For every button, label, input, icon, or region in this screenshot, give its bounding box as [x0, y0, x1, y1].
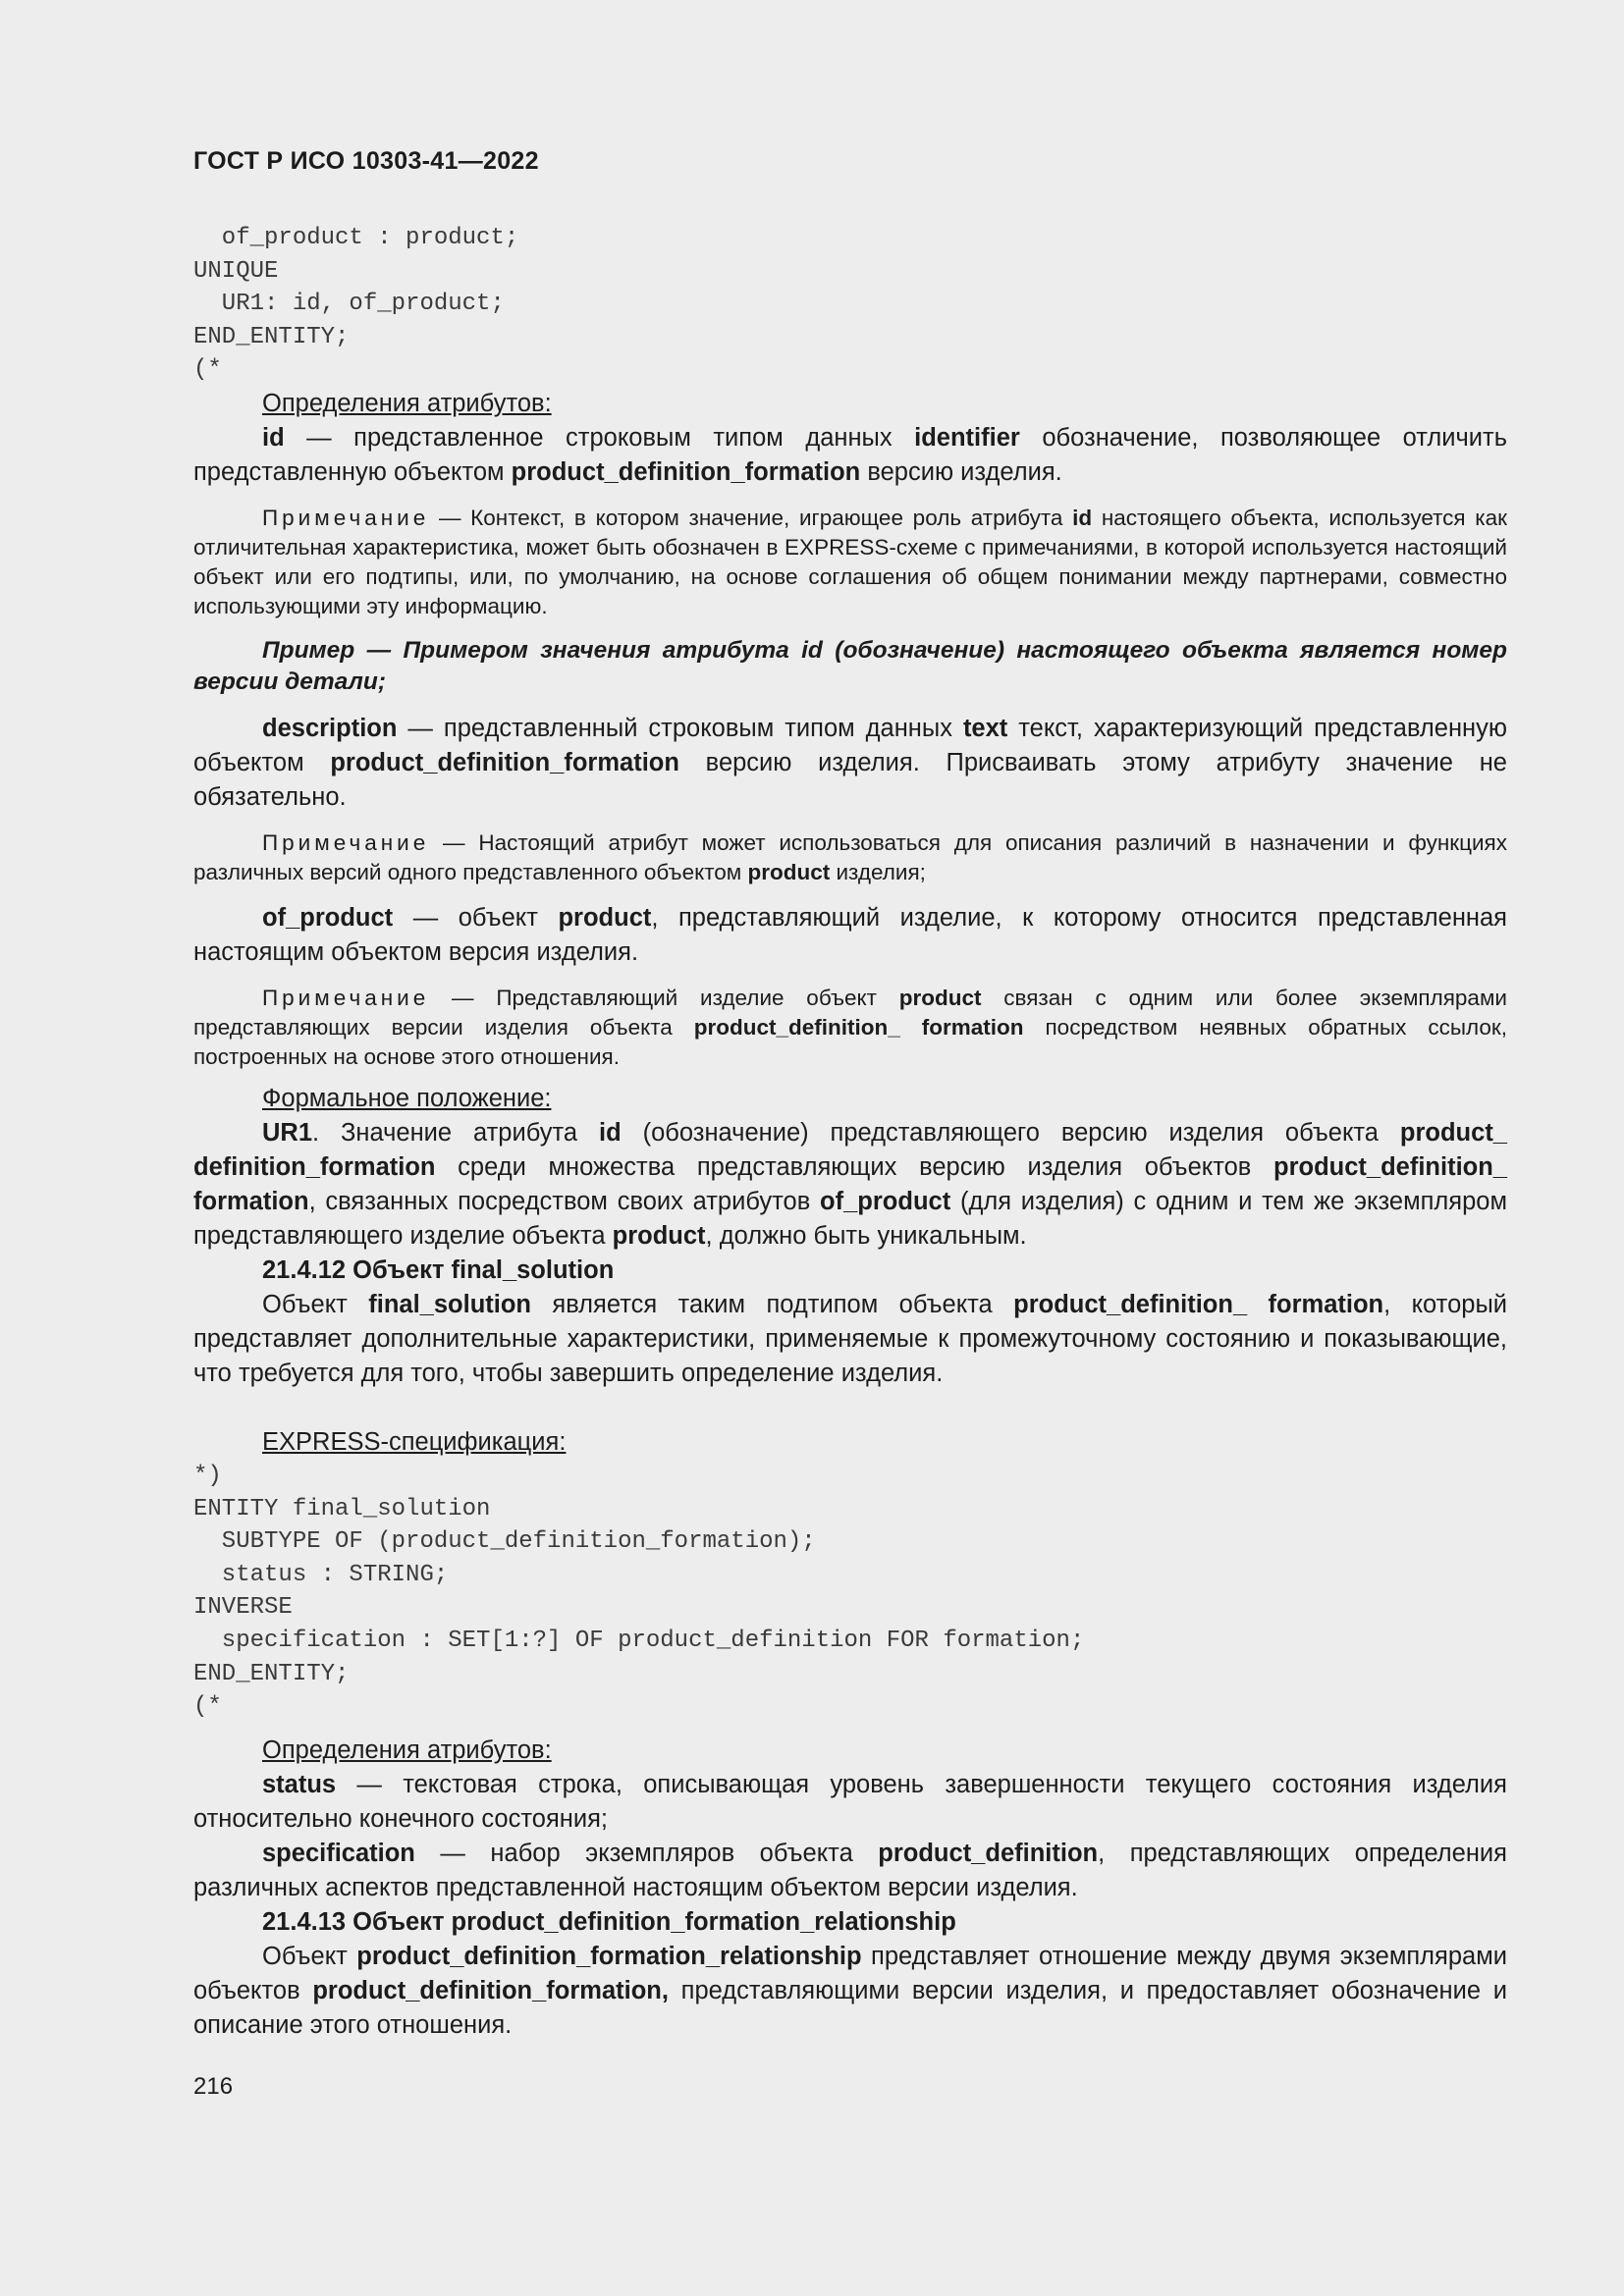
- text: текст, характеризующий представленную объектом: [193, 714, 1508, 776]
- term: product_definition: [878, 1839, 1099, 1867]
- text: версию изделия.: [860, 457, 1062, 486]
- term: final_solution: [368, 1290, 531, 1318]
- term: of_product: [262, 903, 394, 932]
- term: id: [262, 423, 285, 452]
- term: specification: [262, 1839, 415, 1867]
- text: — представленный строковым типом данных: [397, 714, 963, 742]
- text: — Настоящий атрибут может использоваться для описания различий в назначении и функциях различных версий одного представленного объектом: [193, 829, 1507, 884]
- term: product_definition_formation_relationship: [356, 1942, 862, 1970]
- note-1: [193, 504, 1507, 621]
- text: Объект: [262, 1942, 357, 1970]
- term: id: [599, 1118, 622, 1147]
- text: (для изделия) с одним и тем же экземпляром представляющего изделие объекта: [193, 1187, 1507, 1250]
- express-specification-heading: EXPRESS-спецификация:: [262, 1427, 567, 1456]
- term: identifier: [914, 423, 1020, 452]
- text: . Значение атрибута: [312, 1118, 600, 1147]
- text: посредством неявных обратных ссылок, построенных на основе этого отношения.: [193, 1014, 1507, 1069]
- text: — Контекст, в котором значение, играющее роль атрибута: [429, 505, 1073, 530]
- final-solution-description: [193, 1288, 1507, 1391]
- term: product: [747, 859, 831, 884]
- status-definition: [193, 1768, 1507, 1837]
- text: , представляющий изделие, к которому относится представленная настоящим объектом версия изделия.: [193, 903, 1507, 966]
- term: id: [1072, 505, 1093, 530]
- text: среди множества представляющих версию изделия объектов: [435, 1152, 1273, 1181]
- term: of_product: [820, 1187, 951, 1215]
- text: представляющими версии изделия, и предоставляет обозначение и описание этого отношения.: [193, 1976, 1507, 2039]
- text: — Представляющий изделие объект: [429, 985, 899, 1010]
- term: product: [898, 985, 982, 1010]
- note-label: Примечание: [262, 985, 430, 1010]
- term: text: [962, 714, 1008, 742]
- text: — объект: [393, 903, 559, 932]
- text: Объект: [262, 1290, 369, 1318]
- text: представляет отношение между двумя экземплярами объектов: [193, 1942, 1508, 2004]
- attribute-definitions-heading-2: Определения атрибутов:: [262, 1735, 552, 1764]
- ur1-rule: [193, 1116, 1507, 1254]
- text: — набор экземпляров объекта: [414, 1839, 879, 1867]
- term: UR1: [262, 1118, 313, 1147]
- term: product: [612, 1221, 706, 1250]
- attribute-definitions-heading: Определения атрибутов:: [262, 389, 552, 417]
- term: product_definition_ formation: [1013, 1290, 1384, 1318]
- section-heading-21-4-12: 21.4.12 Объект final_solution: [262, 1255, 615, 1284]
- of-product-definition: [193, 901, 1507, 970]
- term: product_definition_formation: [330, 748, 679, 776]
- text: , связанных посредством своих атрибутов: [308, 1187, 821, 1215]
- text: , должно быть уникальным.: [705, 1221, 1027, 1250]
- document-header: ГОСТ Р ИСО 10303-41—2022: [193, 147, 539, 175]
- express-code-block-1: of_product : product; UNIQUE UR1: id, of_product; END_ENTITY; (*: [193, 225, 519, 384]
- note-label: Примечание: [262, 829, 430, 855]
- text: обозначение, позволяющее отличить представленную объектом: [193, 423, 1507, 486]
- text: , который представляет дополнительные характеристики, применяемые к промежуточному состоянию и показывающие, что требуется для того, чтобы завершить определение изделия.: [193, 1290, 1508, 1387]
- text: (обозначение) представляющего версию изделия объекта: [621, 1118, 1400, 1147]
- example-1: Пример — Примером значения атрибута id (обозначение) настоящего объекта является номер версии детали;: [193, 636, 1507, 695]
- note-2: [193, 828, 1507, 887]
- term: description: [262, 714, 398, 742]
- term: product_ definition_formation: [193, 1118, 1507, 1181]
- text: версию изделия. Присваивать этому атрибуту значение не обязательно.: [193, 748, 1507, 811]
- text: настоящего объекта, используется как отличительная характеристика, может быть обозначен в EXPRESS-схеме с примечаниями, в которой используется настоящий объект или его подтипы, или, по умолчанию, на основе соглашения об общем понимании между партнерами, совместно использующими эту информацию.: [193, 505, 1507, 618]
- term: product_definition_ formation: [193, 1152, 1507, 1215]
- term: status: [262, 1770, 337, 1798]
- term: product_definition_formation,: [312, 1976, 669, 2004]
- text: — текстовая строка, описывающая уровень завершенности текущего состояния изделия относительно конечного состояния;: [193, 1770, 1507, 1833]
- specification-definition: [193, 1837, 1507, 1905]
- text: — представленное строковым типом данных: [284, 423, 915, 452]
- section-heading-21-4-13: 21.4.13 Объект product_definition_formation_relationship: [262, 1907, 956, 1936]
- text: , представляющих определения различных аспектов представленной настоящим объектом версии изделия.: [193, 1839, 1507, 1901]
- note-3: [193, 984, 1507, 1072]
- express-code-block-2: *) ENTITY final_solution SUBTYPE OF (product_definition_formation); status : STRING; INVERSE specification : SET[1:?] OF product_definition FOR formation; END_ENTITY; (*: [193, 1462, 1085, 1721]
- description-definition: [193, 712, 1507, 815]
- term: product: [558, 903, 652, 932]
- term: product_definition_formation: [511, 457, 861, 486]
- term: product_definition_ formation: [693, 1014, 1024, 1040]
- text: является таким подтипом объекта: [531, 1290, 1014, 1318]
- formal-statement-heading: Формальное положение:: [262, 1084, 552, 1112]
- page-number: 216: [193, 2073, 234, 2100]
- pdfr-description: [193, 1940, 1507, 2043]
- text: изделия;: [830, 859, 926, 884]
- text: связан с одним или более экземплярами представляющих версии изделия объекта: [193, 985, 1507, 1040]
- page-content: [193, 222, 1507, 2043]
- id-definition: [193, 421, 1507, 490]
- note-label: Примечание: [262, 505, 430, 530]
